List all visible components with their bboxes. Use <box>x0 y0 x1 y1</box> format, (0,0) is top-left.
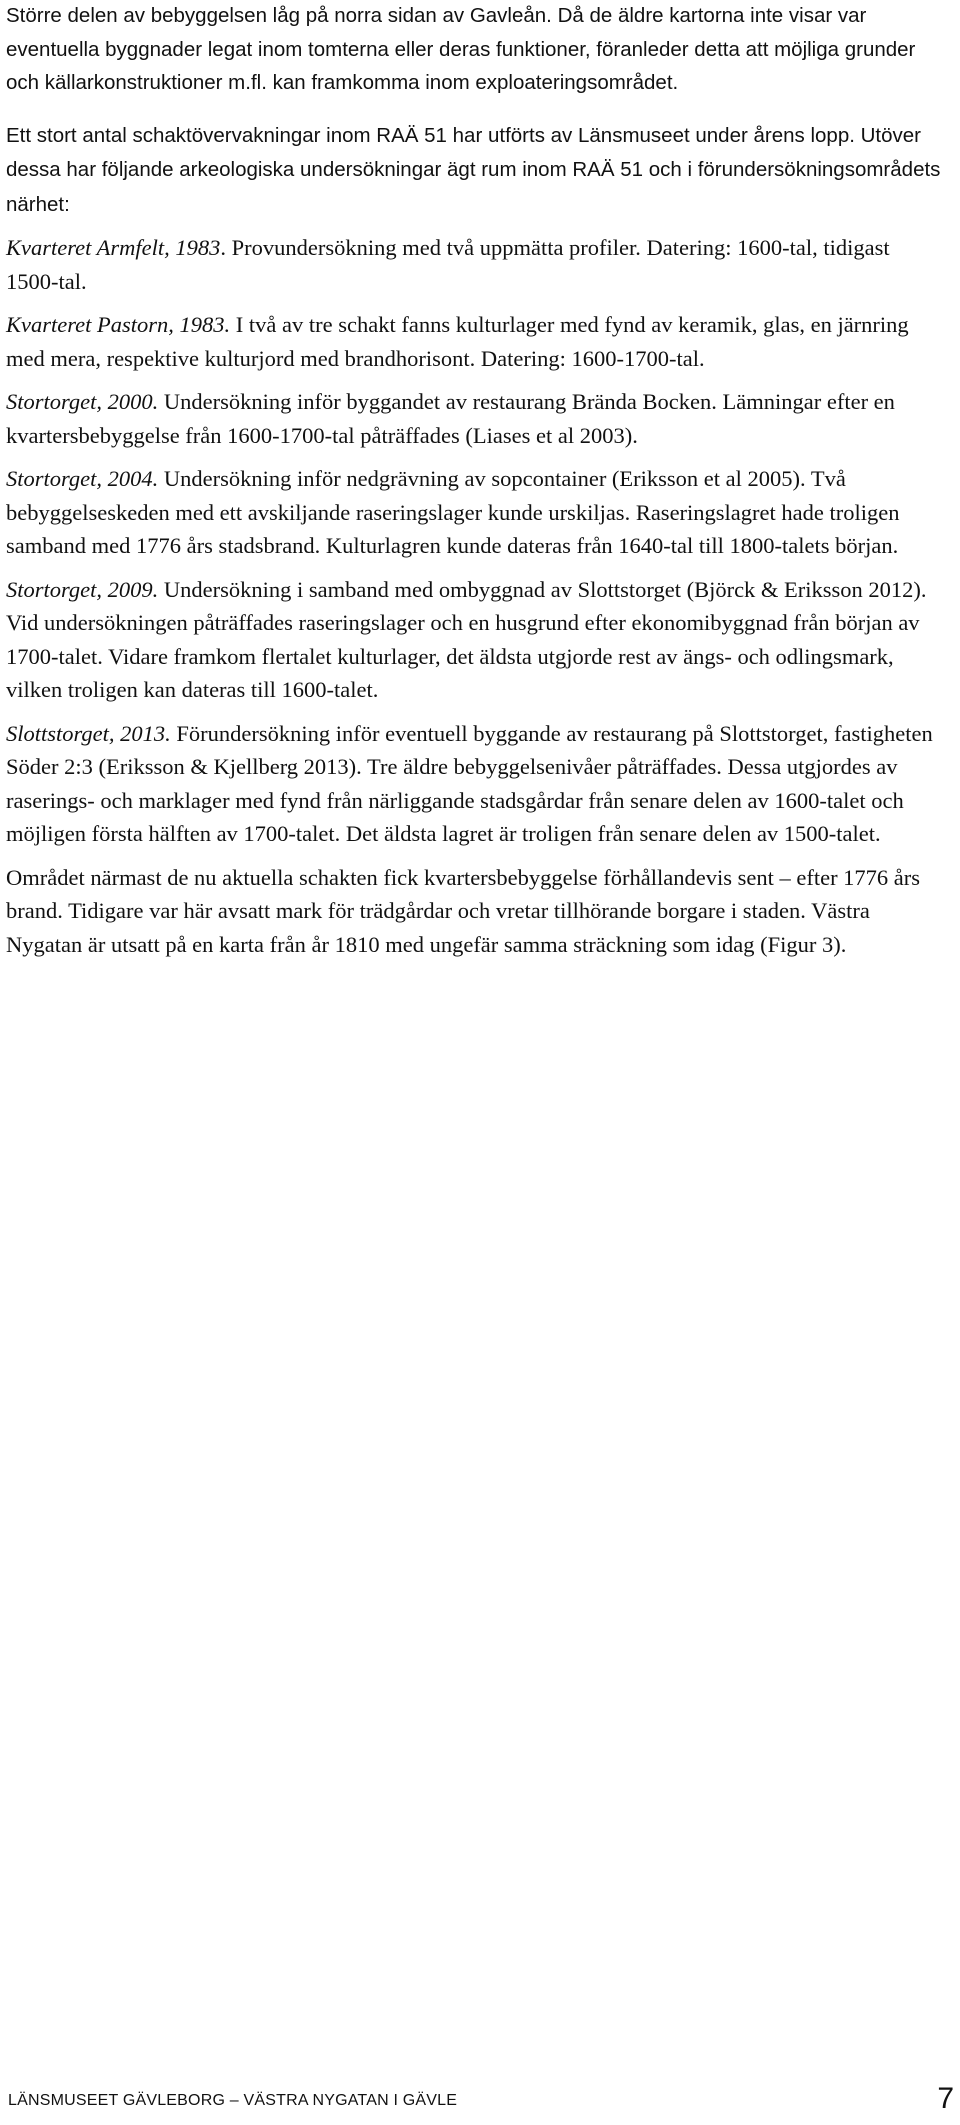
entry-text-pastorn: I två av tre schakt fanns kulturlager med fynd av keramik, glas, en järnring med mera, respektive kulturjord med brandhorisont. Datering: 1600-1700-tal. <box>6 312 909 371</box>
paragraph-nearby-area: Området närmast de nu aktuella schakten fick kvartersbebyggelse förhållandevis sent – efter 1776 års brand. Tidigare var här avsatt mark för trädgårdar och vretar tillhörande borgare i staden. Västra Nygatan är utsatt på en karta från år 1810 med ungefär samma sträckning som idag (Figur 3). <box>6 864 921 957</box>
entry-title-stortorget-2009: Stortorget, 2009. <box>6 576 159 602</box>
paragraph-kvarteret-pastorn <box>6 308 946 375</box>
entry-text-slottstorget-2013: Förundersökning inför eventuell byggande av restaurang på Slottstorget, fastigheten Söder 2:3 (Eriksson & Kjellberg 2013). Tre äldre bebyggelsenivåer påträffades. Dessa utgjordes av raserings- och marklager med fynd från närliggande stadsgårdar från senare delen av 1600-talet och möjligen första hälften av 1700-talet. Det äldsta lagret är troligen från senare delen av 1500-talet. <box>6 720 933 846</box>
paragraph-kvarteret-armfelt <box>6 231 946 298</box>
paragraph-slottstorget-2013 <box>6 717 946 851</box>
entry-title-slottstorget-2013: Slottstorget, 2013. <box>6 720 171 746</box>
paragraph-stortorget-2004 <box>6 462 946 563</box>
paragraph-investigations-intro-part2: Utöver dessa har följande arkeologiska undersökningar ägt rum inom RAÄ 51 och i förundersökningsområdets närhet: <box>6 123 941 216</box>
page-footer <box>8 2082 954 2120</box>
entry-title-pastorn: Kvarteret Pastorn, 1983. <box>6 312 231 337</box>
entry-title-armfelt: Kvarteret Armfelt, 1983 <box>6 235 221 260</box>
paragraph-stortorget-2009 <box>6 573 946 707</box>
page-number: 7 <box>937 2082 954 2115</box>
paragraph-investigations-intro-part1: Ett stort antal schaktövervakningar inom RAÄ 51 har utförts av Länsmuseet under årens lopp. <box>6 123 855 147</box>
paragraph-investigations-intro <box>6 118 946 222</box>
entry-title-stortorget-2004: Stortorget, 2004. <box>6 466 159 491</box>
entry-text-stortorget-2009: Undersökning i samband med ombyggnad av Slottstorget (Björck & Eriksson 2012). Vid undersökningen påträffades raseringslager och en husgrund efter ekonomibyggnad från början av 1700-talet. Vidare framkom flertalet kulturlager, det äldsta utgjorde rest av ängs- och odlingsmark, vilken troligen kan dateras till 1600-talet. <box>6 576 927 702</box>
paragraph-settlement: Större delen av bebyggelsen låg på norra sidan av Gavleån. Då de äldre kartorna inte visar var eventuella byggnader legat inom tomterna eller deras funktioner, föranleder detta att möjliga grunder och källarkonstruktioner m.fl. kan framkomma inom exploateringsområdet. <box>6 4 916 94</box>
entry-text-stortorget-2000: Undersökning inför byggandet av restaurang Brända Bocken. Lämningar efter en kvartersbebyggelse från 1600-1700-tal påträffades (Liases et al 2003). <box>6 389 895 448</box>
page-body <box>6 0 946 979</box>
entry-text-stortorget-2004: Undersökning inför nedgrävning av sopcontainer (Eriksson et al 2005). Två bebyggelseskeden med ett avskiljande raseringslager kunde urskiljas. Raseringslagret hade troligen samband med 1776 års stadsbrand. Kulturlagren kunde dateras från 1640-tal till 1800-talets början. <box>6 466 900 558</box>
entry-text-armfelt: . Provundersökning med två uppmätta profiler. Datering: 1600-tal, tidigast 1500-tal. <box>6 235 890 294</box>
paragraph-stortorget-2000 <box>6 385 946 452</box>
entry-title-stortorget-2000: Stortorget, 2000. <box>6 389 159 414</box>
footer-text: LÄNSMUSEET GÄVLEBORG – VÄSTRA NYGATAN I GÄVLE <box>8 2092 458 2109</box>
